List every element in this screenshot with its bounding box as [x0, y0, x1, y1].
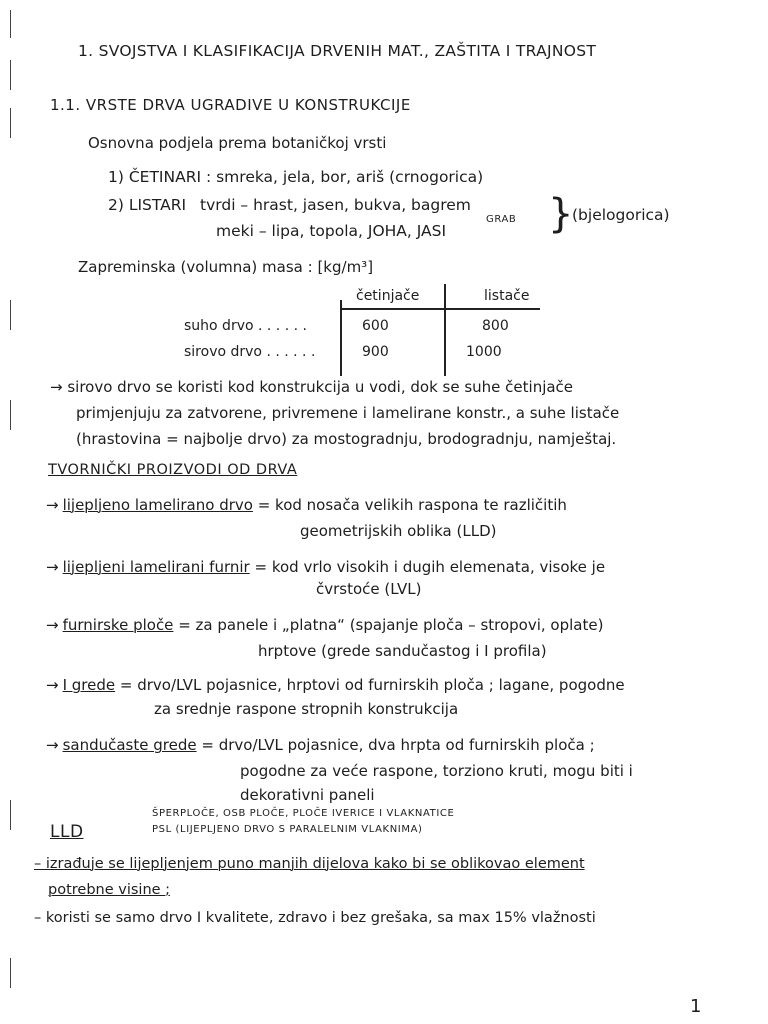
- product-desc: = za panele i „platna“ (spajanje ploča – stropovi, oplate): [178, 616, 604, 634]
- listari-title: 2) LISTARI: [108, 196, 187, 214]
- product-desc-cont: dekorativni paneli: [240, 786, 375, 804]
- arrow-icon: →: [46, 558, 59, 576]
- product-desc: = drvo/LVL pojasnice, hrptovi od furnirskih ploča ; lagane, pogodne: [119, 676, 625, 694]
- arrow-icon: →: [46, 736, 59, 754]
- margin-mark: [10, 400, 19, 430]
- page-number: 1: [690, 996, 702, 1017]
- product-item: [46, 616, 603, 634]
- cetinari-line: 1) ČETINARI : smreka, jela, bor, ariš (crnogorica): [108, 168, 484, 186]
- table-rule: [444, 284, 446, 376]
- listari-tvrdi-extra: GRAB: [486, 214, 517, 225]
- basic-division-text: Osnovna podjela prema botaničkoj vrsti: [88, 134, 387, 152]
- product-name: lijepljeno lamelirano drvo: [62, 496, 253, 514]
- table-row-label: sirovo drvo . . . . . .: [184, 344, 316, 360]
- table-cell: 900: [362, 344, 389, 360]
- product-item: [46, 558, 605, 576]
- bjelogorica-label: (bjelogorica): [572, 206, 670, 224]
- note-line: (hrastovina = najbolje drvo) za mostogradnju, brodogradnju, namještaj.: [76, 430, 617, 448]
- lld-heading: LLD: [50, 822, 84, 842]
- product-name: sandučaste grede: [62, 736, 197, 754]
- table-header: četinjače: [356, 288, 420, 304]
- arrow-icon: →: [46, 676, 59, 694]
- product-item: [46, 736, 595, 754]
- density-heading: Zapreminska (volumna) masa : [kg/m³]: [78, 258, 374, 276]
- table-rule: [340, 308, 540, 310]
- section-heading: 1.1. VRSTE DRVA UGRADIVE U KONSTRUKCIJE: [50, 96, 411, 114]
- product-name: lijepljeni lamelirani furnir: [62, 558, 250, 576]
- margin-mark: [10, 10, 19, 38]
- margin-mark: [10, 108, 19, 138]
- table-rule: [340, 300, 342, 376]
- table-header: listače: [484, 288, 530, 304]
- lld-point-cont: potrebne visine ;: [48, 882, 171, 898]
- product-desc-cont: pogodne za veće raspone, torziono kruti, mogu biti i: [240, 762, 633, 780]
- product-desc: = drvo/LVL pojasnice, dva hrpta od furnirskih ploča ;: [201, 736, 595, 754]
- note-line: primjenjuju za zatvorene, privremene i lamelirane konstr., a suhe listače: [76, 404, 620, 422]
- note-line: → sirovo drvo se koristi kod konstrukcija u vodi, dok se suhe četinjače: [50, 378, 574, 396]
- product-desc-cont: za srednje raspone stropnih konstrukcija: [154, 700, 459, 718]
- product-name: I grede: [62, 676, 116, 694]
- arrow-icon: →: [46, 616, 59, 634]
- product-item: [46, 496, 567, 514]
- margin-mark: [10, 958, 19, 988]
- product-desc: = kod vrlo visokih i dugih elemenata, visoke je: [254, 558, 606, 576]
- side-note-line: PSL (LIJEPLJENO DRVO S PARALELNIM VLAKNIMA): [152, 824, 423, 835]
- table-cell: 600: [362, 318, 389, 334]
- product-item: [46, 676, 625, 694]
- product-name: furnirske ploče: [62, 616, 174, 634]
- lld-point: – izrađuje se lijepljenjem puno manjih dijelova kako bi se oblikovao element: [34, 856, 585, 872]
- factory-heading: TVORNIČKI PROIZVODI OD DRVA: [48, 462, 298, 478]
- arrow-icon: →: [46, 496, 59, 514]
- table-cell: 800: [482, 318, 509, 334]
- listari-tvrdi: tvrdi – hrast, jasen, bukva, bagrem: [200, 196, 471, 214]
- margin-mark: [10, 60, 19, 90]
- listari-meki: meki – lipa, topola, JOHA, JASI: [216, 222, 447, 240]
- table-cell: 1000: [466, 344, 502, 360]
- side-note-line: ŠPERPLOČE, OSB PLOČE, PLOČE IVERICE I VLAKNATICE: [152, 808, 455, 819]
- margin-mark: [10, 800, 19, 830]
- margin-mark: [10, 300, 19, 330]
- page-title: 1. SVOJSTVA I KLASIFIKACIJA DRVENIH MAT., ZAŠTITA I TRAJNOST: [78, 42, 597, 60]
- lld-point: – koristi se samo drvo I kvalitete, zdravo i bez grešaka, sa max 15% vlažnosti: [34, 910, 596, 926]
- product-desc: = kod nosača velikih raspona te različitih: [257, 496, 567, 514]
- table-row-label: suho drvo . . . . . .: [184, 318, 307, 334]
- brace-mark: }: [548, 191, 574, 237]
- product-desc-cont: čvrstoće (LVL): [316, 580, 422, 598]
- product-desc-cont: hrptove (grede sandučastog i I profila): [258, 642, 547, 660]
- product-desc-cont: geometrijskih oblika (LLD): [300, 522, 497, 540]
